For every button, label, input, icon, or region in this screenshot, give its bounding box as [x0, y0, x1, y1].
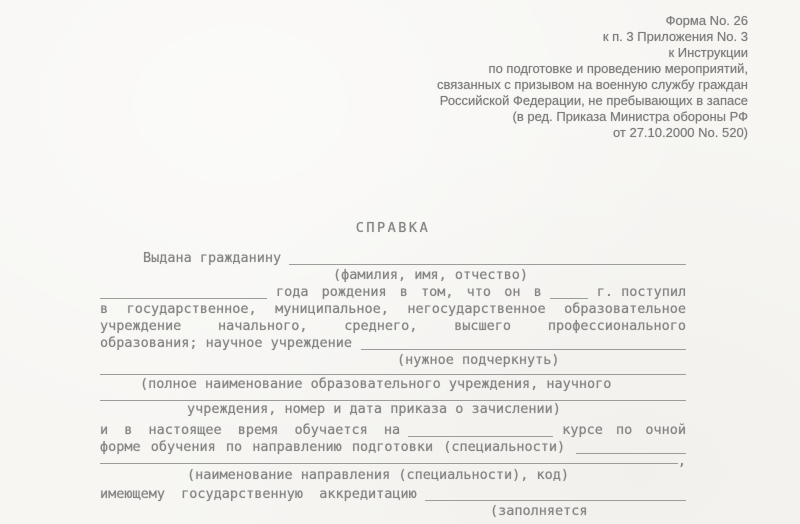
science-institution-blank-line	[361, 349, 686, 350]
form-line-study-form	[100, 439, 686, 456]
accreditation-blank-line	[425, 500, 686, 501]
header-note-line-preparation: по подготовке и проведению мероприятий,	[488, 61, 748, 76]
header-note-line-instruction: к Инструкции	[668, 45, 748, 60]
study-form-text: форме обучения по направлению подготовки (специальности)	[100, 439, 566, 455]
form-line-institution-types-3	[100, 335, 686, 352]
comma-text: ,	[677, 453, 686, 469]
caption-fio: (фамилия, имя, отчество)	[333, 267, 529, 283]
current-study-prefix: и в настоящее время обучается на	[100, 422, 401, 438]
indent	[100, 250, 143, 267]
caption-filled-by: (заполняется	[490, 503, 588, 519]
form-line-accreditation	[100, 486, 686, 503]
caption-specialty: (наименование направления (специальности), код)	[187, 467, 570, 483]
header-note-line-form-number: Форма No. 26	[665, 13, 748, 28]
form-line-institution-types-2: учреждение начального, среднего, высшего профессионального	[100, 318, 686, 334]
form-line-birth-year	[100, 284, 686, 301]
form-line-current-study	[100, 422, 686, 439]
institution-name-blank-line-1	[100, 369, 686, 375]
enrolled-text: г. поступил	[596, 284, 687, 300]
birth-year-text: года рождения в том, что он в	[276, 284, 542, 300]
issued-to-label: Выдана гражданину	[143, 250, 282, 266]
institution-types-3-text: образования; научное учреждение	[100, 335, 352, 351]
header-note-line-appendix: к п. 3 Приложения No. 3	[602, 29, 748, 44]
course-suffix-text: курсе по очной	[562, 422, 686, 438]
caption-underline-hint: (нужное подчеркнуть)	[397, 352, 560, 368]
specialty-blank-line-1	[576, 453, 686, 454]
header-note-line-order-date: от 27.10.2000 No. 520)	[612, 125, 748, 140]
birth-year-blank-line	[100, 298, 267, 299]
form-line-institution-types-1: в государственное, муниципальное, негосударственное образовательное	[100, 301, 686, 317]
caption-institution-name-2: учреждения, номер и дата приказа о зачислении)	[187, 401, 561, 417]
enroll-year-blank-line	[550, 298, 588, 299]
form-line-specialty-blank	[100, 453, 686, 469]
header-note-line-conscription: связанных с призывом на военную службу граждан	[437, 77, 748, 92]
fio-blank-line	[289, 264, 686, 265]
caption-institution-name-1: (полное наименование образовательного учреждения, научного	[140, 376, 612, 392]
specialty-blank-line-2	[100, 463, 678, 464]
document-title: СПРАВКА	[355, 220, 431, 236]
header-note-line-order-edition: (в ред. Приказа Министра обороны РФ	[512, 109, 748, 124]
accreditation-label: имеющему государственную аккредитацию	[100, 486, 417, 502]
form-line-issued-to	[100, 250, 686, 267]
form-body	[100, 250, 686, 520]
header-note-line-federation: Российской Федерации, не пребывающих в запасе	[439, 93, 748, 108]
form-header-note	[437, 13, 748, 141]
course-number-blank-line	[408, 436, 553, 437]
